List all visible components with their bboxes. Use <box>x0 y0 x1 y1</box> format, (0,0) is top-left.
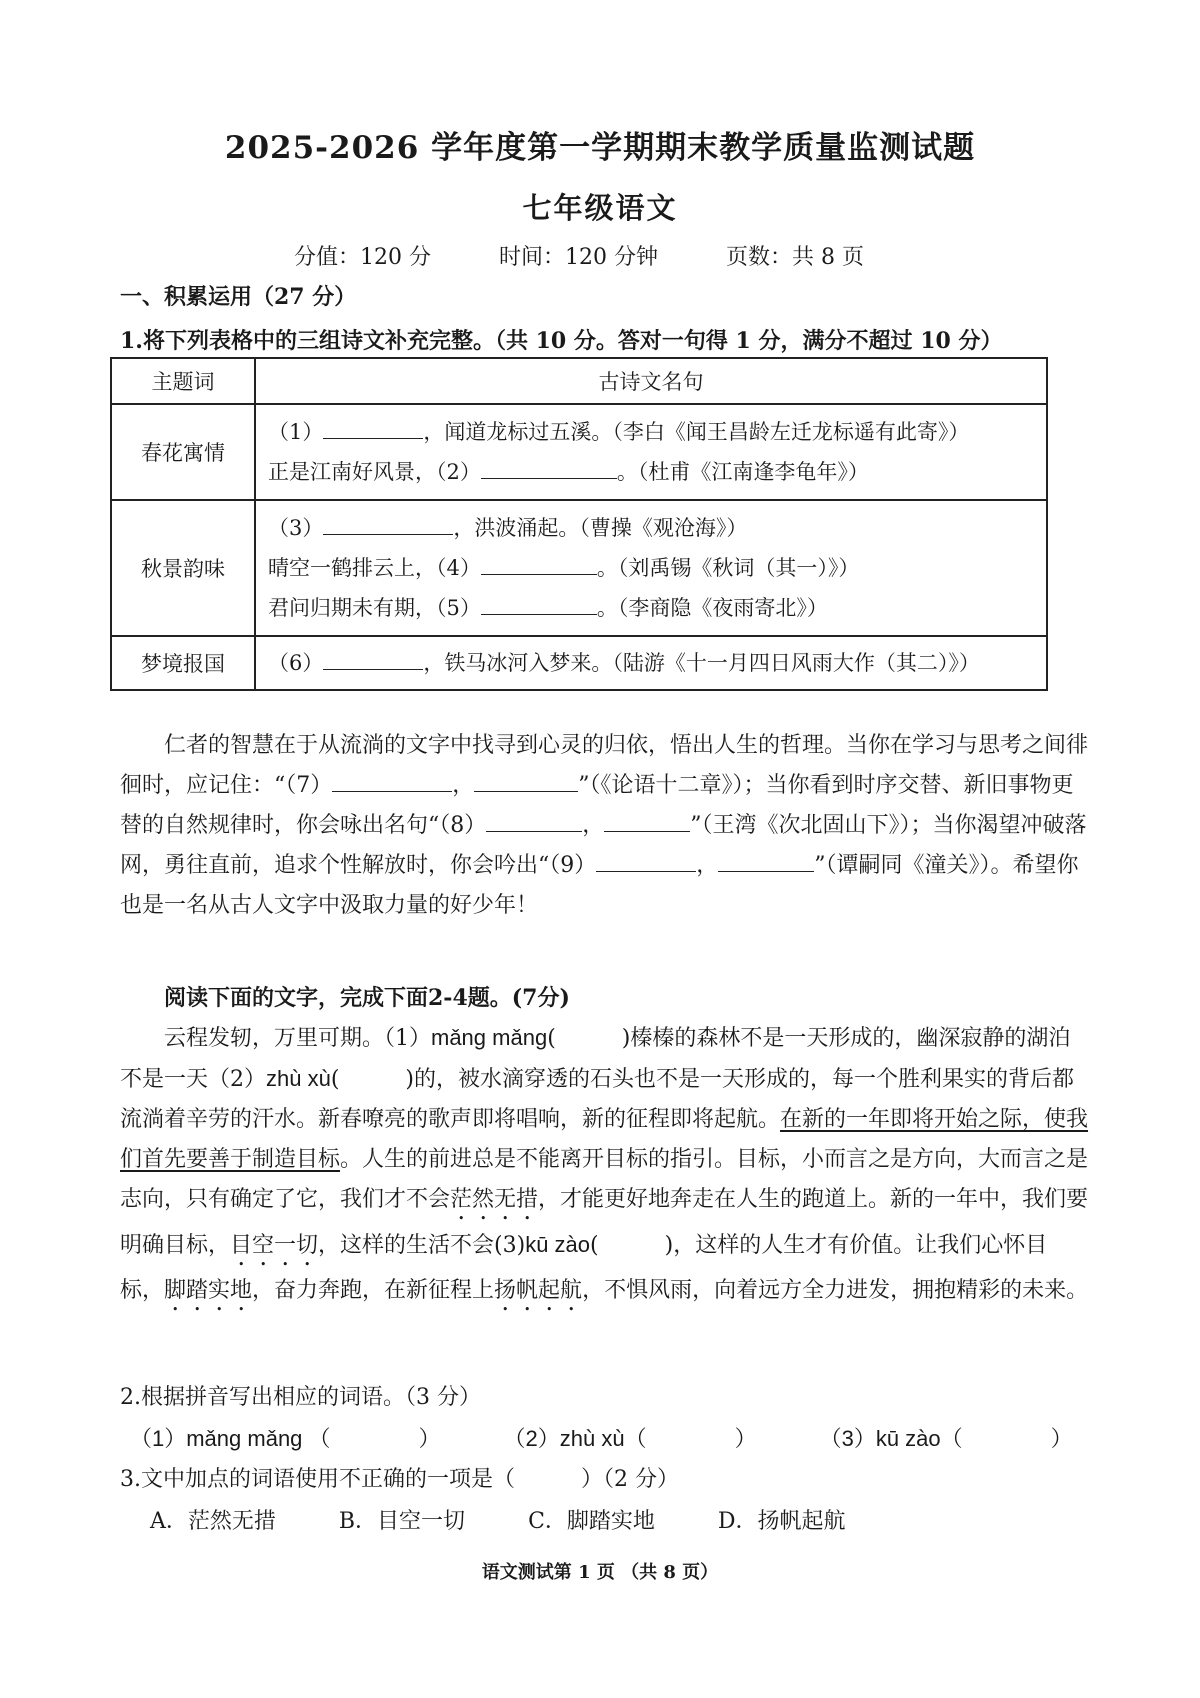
dotted-word-c: 脚踏实地 <box>164 1278 253 1303</box>
dotted-word-d: 扬帆起航 <box>494 1278 583 1303</box>
pinyin-1: mǎng mǎng <box>431 1025 548 1050</box>
exam-meta <box>294 240 864 271</box>
option-a[interactable]: A．茫然无措 <box>150 1509 276 1534</box>
answer-blank[interactable] <box>481 592 597 615</box>
answer-blank[interactable] <box>323 647 423 670</box>
option-b[interactable]: B．目空一切 <box>338 1509 466 1534</box>
answer-blank[interactable] <box>332 769 452 792</box>
table-header-theme: 主题词 <box>111 358 255 404</box>
table-verse-cell <box>255 404 1047 500</box>
answer-blank[interactable] <box>323 512 453 535</box>
q2-item[interactable]: （1）mǎng mǎng （ ） <box>130 1426 441 1451</box>
table-theme-cell: 秋景韵味 <box>111 500 255 636</box>
verse-line: （3） ，洪波涌起。（曹操《观沧海》） <box>268 508 1034 548</box>
reading-passage: 云程发轫，万里可期。（1）mǎng mǎng( )榛榛的森林不是一天形成的，幽深寂静的湖泊不是一天（2）zhù xù( )的，被水滴穿透的石头也不是一天形成的，每一个胜利果实的背后都流淌着辛劳的汗水。新春嘹亮的歌声即将唱响，新的征程即将起航。在新的一年即将开始之际，使我们首先要善于制造目标。人生的前进总是不能离开目标的指引。目标，小而言之是方向，大而言之是志向，只有确定了它，我们才不会茫然无措，才能更好地奔走在人生的跑道上。新的一年中，我们要明确目标，目空一切，这样的生活不会(3)kū zào( )，这样的人生才有价值。让我们心怀目标，脚踏实地，奋力奔跑，在新征程上扬帆起航，不惧风雨，向着远方全力进发，拥抱精彩的未来。 <box>120 1025 1089 1303</box>
option-d[interactable]: D．扬帆起航 <box>717 1509 846 1534</box>
answer-blank[interactable] <box>481 456 617 479</box>
dotted-word-b: 目空一切 <box>230 1233 319 1258</box>
table-theme-cell: 梦境报国 <box>111 636 255 690</box>
pages-info: 页数：共 8 页 <box>726 245 864 270</box>
answer-blank[interactable] <box>474 769 578 792</box>
verse-line: 君问归期未有期，（5） 。（李商隐《夜雨寄北》） <box>268 588 1034 628</box>
passage-famous-quotes: 仁者的智慧在于从流淌的文字中找寻到心灵的归依，悟出人生的哲理。当你在学习与思考之间徘徊时，应记住：“（7） ， ”（《论语十二章》）；当你看到时序交替、新旧事物更替的自然规律时，你会咏出名句“（8） ， ”（王湾《次北固山下》）；当你渴望冲破落网，勇往直前，追求个性解放时，你会吟出“（9） ， ”（谭嗣同《潼关》）。希望你也是一名从古人文字中汲取力量的好少年！ <box>120 733 1089 918</box>
dotted-word-a: 茫然无措 <box>450 1187 539 1212</box>
table-verse-cell <box>255 500 1047 636</box>
question-1-heading: 1.将下列表格中的三组诗文补充完整。（共 10 分。答对一句得 1 分，满分不超过 10 分） <box>120 328 1003 354</box>
verse-line: （1） ，闻道龙标过五溪。（李白《闻王昌龄左迁龙标遥有此寄》） <box>268 412 1034 452</box>
table-verse-cell <box>255 636 1047 690</box>
answer-blank[interactable] <box>718 849 814 872</box>
table-theme-cell: 春花寓情 <box>111 404 255 500</box>
reading-heading: 阅读下面的文字，完成下面2-4题。(7分) <box>164 985 570 1011</box>
question-2-items <box>130 1422 1129 1453</box>
option-c[interactable]: C．脚踏实地 <box>528 1509 655 1534</box>
pinyin-2: zhù xù <box>266 1066 331 1091</box>
underlined-sentence: 在新的一年即将开始之际，使我们首先要善于制造目标 <box>120 1107 1089 1172</box>
pinyin-3: kū zào <box>525 1232 591 1257</box>
verse-line: 正是江南好风景，（2） 。（杜甫《江南逢李龟年》） <box>268 452 1034 492</box>
page-footer: 语文测试第 1 页 （共 8 页） <box>481 1562 719 1583</box>
score-info: 分值：120 分 <box>294 245 431 270</box>
verse-line: （6） ，铁马冰河入梦来。（陆游《十一月四日风雨大作（其二）》） <box>268 643 1034 683</box>
table-header-verses: 古诗文名句 <box>255 358 1047 404</box>
poetry-table <box>110 357 1048 691</box>
time-info: 时间：120 分钟 <box>499 245 658 270</box>
question-3-options <box>150 1504 902 1535</box>
verse-line: 晴空一鹤排云上，（4） 。（刘禹锡《秋词（其一）》） <box>268 548 1034 588</box>
q2-item[interactable]: （3）kū zào（ ） <box>819 1426 1073 1451</box>
answer-blank[interactable] <box>596 849 696 872</box>
answer-blank[interactable] <box>481 552 597 575</box>
answer-blank[interactable] <box>486 809 582 832</box>
question-3-heading: 3.文中加点的词语使用不正确的一项是（ ）（2 分） <box>120 1467 679 1492</box>
q2-item[interactable]: （2）zhù xù（ ） <box>503 1426 757 1451</box>
section-heading: 一、积累运用（27 分） <box>120 284 357 310</box>
answer-blank[interactable] <box>323 416 423 439</box>
exam-title: 2025-2026 学年度第一学期期末教学质量监测试题 <box>224 130 976 166</box>
answer-blank[interactable] <box>604 809 690 832</box>
exam-subtitle: 七年级语文 <box>522 191 678 225</box>
question-2-heading: 2.根据拼音写出相应的词语。（3 分） <box>120 1385 481 1410</box>
